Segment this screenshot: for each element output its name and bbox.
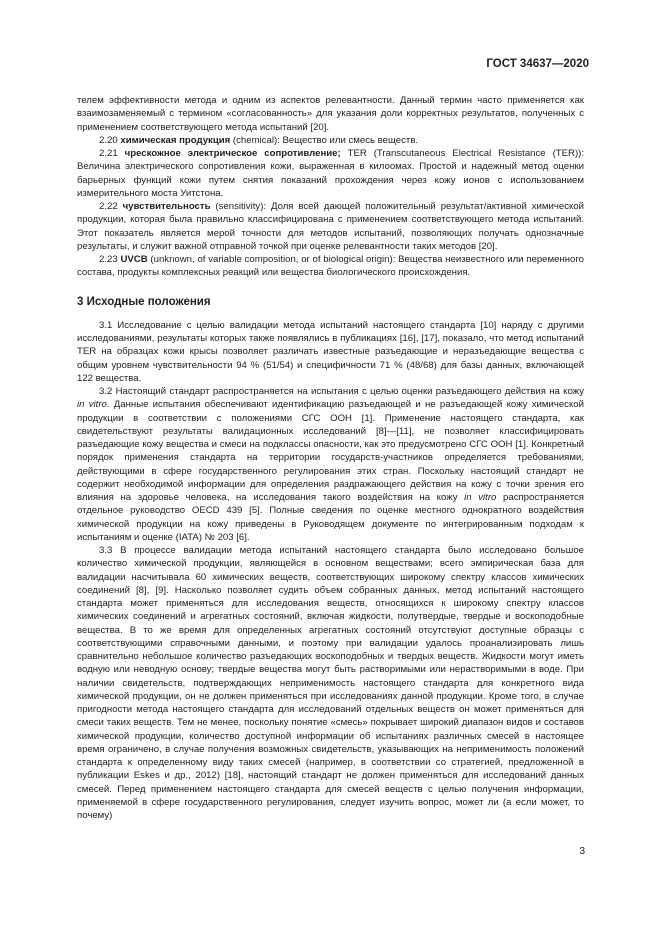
paragraph-3-3: 3.3 В процессе валидации метода испытаний настоящего стандарта было исследовано большое количество химической продукции, являющейся в основном веществами; всего эмпирическая база для валидации насчитывала 60 химических веществ, соответствующих широкому спектру классов химических соединений [8], [9]. Насколько позволяет судить объем собранных данных, метод испытаний настоящего стандарта может применяться для исследования веществ, относящихся к широкому спектру классов химических соединений и агрегатных состояний, включая жидкости, полутвердые, твердые и воскоподобные вещества. В то же время для определенных агрегатных состояний отсутствуют доступные образцы с соответствующими справочными данными, и поэтому при валидации удалось проанализировать лишь сравнительно небольшое количество разъедающих воскоподобных и твердых веществ. Жидкости могут иметь водную или неводную основу; твердые вещества могут быть растворимыми или нерастворимыми в воде. При наличии свидетельств, подтверждающих неприменимость настоящего стандарта для конкретного вида химической продукции, он не должен применяться при исследованиях данной продукции. Кроме того, в случае пригодности метода настоящего стандарта для исследований отдельных веществ он может применяться для смеси таких веществ. Тем не менее, поскольку понятие «смесь» покрывает широкий диапазон видов и составов химической продукции, количество доступной информации об испытаниях различных смесей в настоящее время ограничено, в случае получения возможных свидетельств, указывающих на неприменимость положений стандарта к определенному виду таких смесей (например, в соответствии со стратегией, предложенной в публикации Eskes и др., 2012) [18], настоящий стандарт не должен применяться для исследований данных смесей. Перед применением настоящего стандарта для смесей веществ с целью получения информации, применяемой в сфере государственного регулирования, следует изучить вопрос, может ли (а если может, то почему)	[77, 545, 584, 821]
definition-text: (sensitivity): Доля всей дающей положительный результат/активной химической продукции, которая была правильно классифицирована с применением соответствующего метода испытаний. Этот показатель является мерой точности для методов испытаний, позволяющих получать однозначные результаты, и служит важной отправной точкой при оценке релевантности таких методов [20].	[77, 201, 584, 252]
definition-text: (unknown, of variable composition, or of biological origin): Вещества неизвестного или переменного состава, продукты комплексных реакций или вещества биологического происхождения.	[77, 254, 584, 279]
paragraph-3-2	[77, 385, 584, 544]
clause-number: 2.22	[99, 201, 118, 212]
definition-2-21	[77, 147, 584, 200]
term: химическая продукция	[120, 134, 231, 146]
clause-number: 2.21	[99, 148, 118, 159]
definition-2-22	[77, 200, 584, 253]
page-body	[77, 94, 584, 822]
clause-number: 2.20	[99, 134, 118, 146]
clause-number: 2.23	[99, 254, 118, 265]
definition-text: TER (Transcutaneous Electrical Resistance (TER)): Величина электрического сопротивления кожи, выраженная в килоомах. Простой и надежный метод оценки барьерных функций кожи путем снятия показаний прохождения через кожу ионов с использованием измерительного моста Уитстона.	[77, 148, 585, 199]
definition-2-23	[77, 253, 584, 280]
text-run: 3.2 Настоящий стандарт распространяется на испытания с целью оценки разъедающего действия на кожу	[99, 386, 584, 397]
italic-term: in vitro	[77, 399, 107, 411]
page-number: 3	[579, 846, 585, 857]
section-title: 3 Исходные положения	[77, 295, 211, 308]
paragraph-3-1: 3.1 Исследование с целью валидации метода испытаний настоящего стандарта [10] наряду с другими исследованиями, результаты которых также появлялись в публикациях [16], [17], показало, что метод испытаний TER на образцах кожи крысы позволяет различать известные разъедающие и неразъедающие вещества с общим уровнем чувствительности 94 % (51/54) и специфичности 71 % (48/68) для базы данных, включающей 122 вещества.	[77, 319, 584, 384]
term: чувствительность	[122, 201, 211, 212]
document-code: ГОСТ 34637—2020	[486, 58, 589, 70]
definition-2-20	[77, 134, 584, 147]
paragraph-continuation: телем эффективности метода и одним из аспектов релевантности. Данный термин часто применяется как взаимозаменяемый с термином «согласованность» для указания доли корректных результатов, полученных с применением соответствующего метода испытаний [20].	[77, 95, 584, 133]
term: UVCB	[120, 254, 148, 265]
text-run: распространяется отдельное руководство OECD 439 [5]. Полные сведения по оценке местного однократного воздействия химической продукции на кожу приведены в Руководящем документе по интегрированным подходам к испытаниям и оценке (IATA) № 203 [6].	[77, 492, 585, 543]
definition-text: (chemical): Вещество или смесь веществ.	[230, 134, 419, 146]
text-run: . Данные испытания обеспечивают идентификацию разъедающей и не разъедающей кожу химической продукции в соответствии с положениями СГС ООН [1]. Применение настоящего стандарта, как свидетельствуют результаты валидационных исследований [8]—[11], не позволяет классифицировать разъедающие кожу вещества и смеси на подклассы опасности, как это предусмотрено СГС ООН [1]. Конкретный порядок применения стандарта на территории государств-участников определяется требованиями, действующими в сфере государственного регулирования этих стран. Поскольку настоящий стандарт не содержит необходимой информации для определения раздражающего действия на кожу с точки зрения его влияния на здоровье человека, на исследования такого воздействия на кожу	[77, 399, 584, 503]
italic-term: in vitro	[464, 492, 497, 503]
term: чрескожное электрическое сопротивление;	[124, 148, 341, 159]
